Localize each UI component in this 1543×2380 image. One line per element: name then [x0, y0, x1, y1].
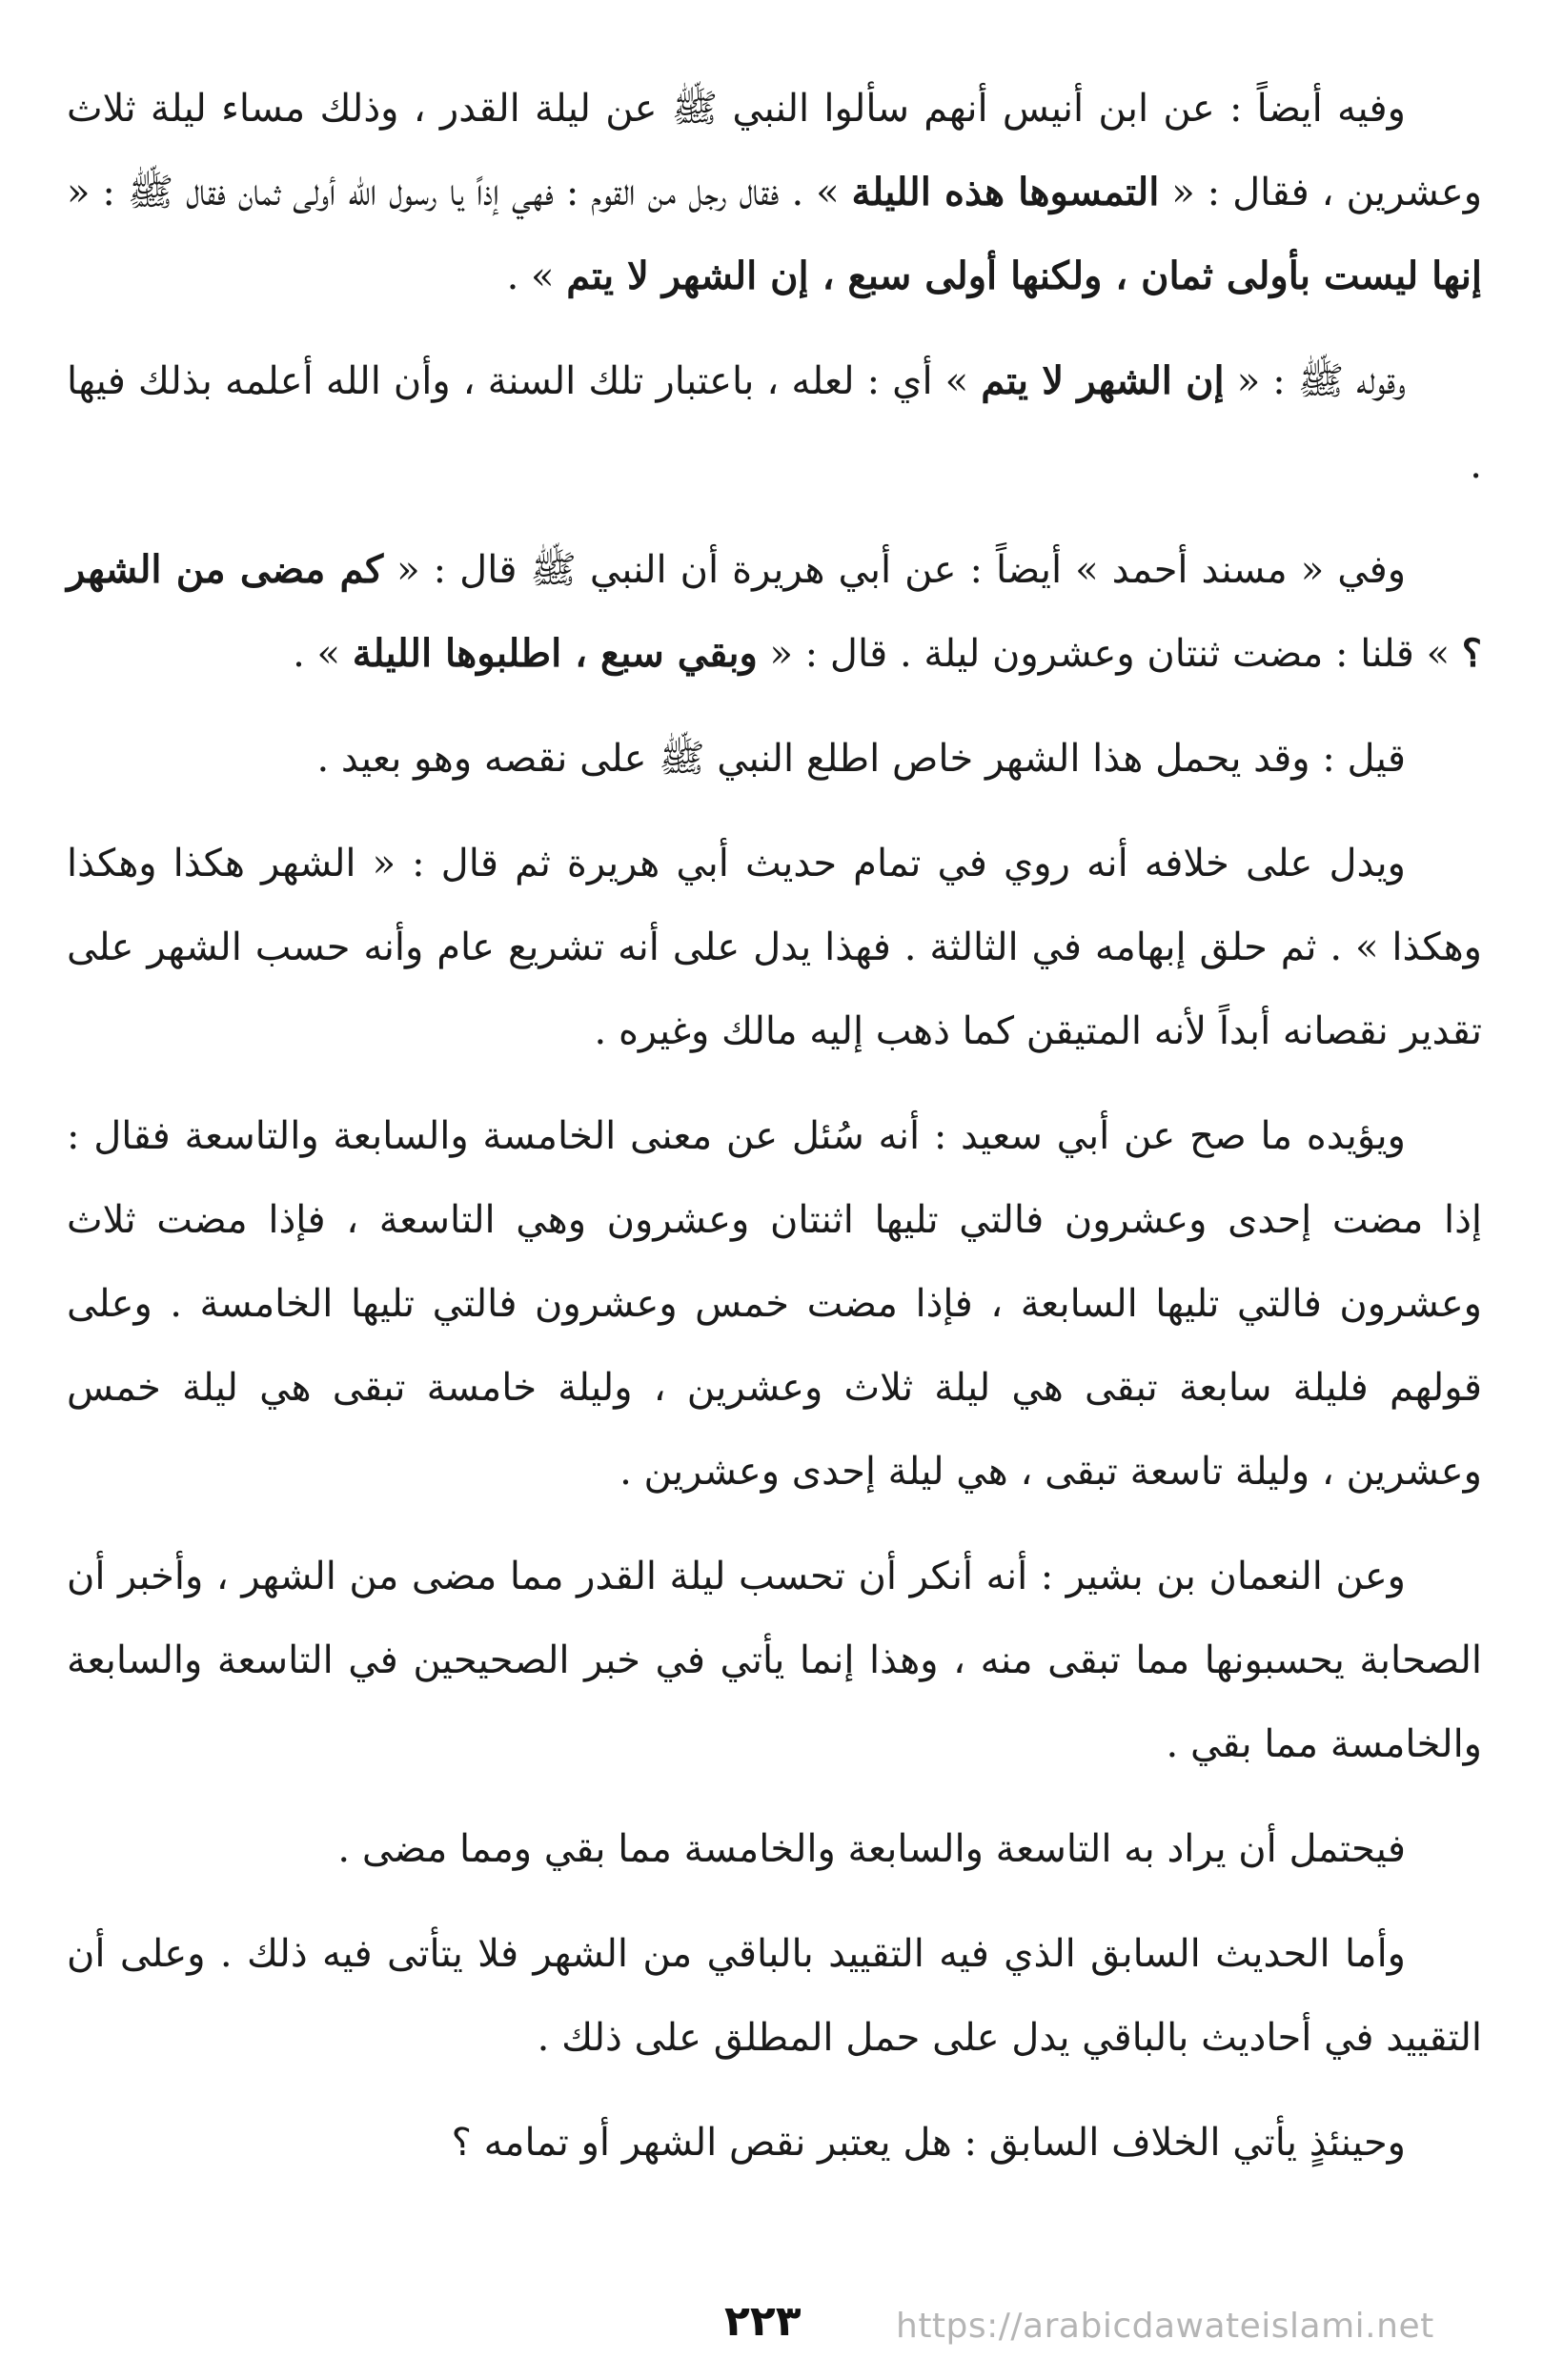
paragraph-6-text: ويؤيده ما صح عن أبي سعيد : أنه سُئل عن معنى الخامسة والسابعة والتاسعة فقال : إذا مضت إحدى وعشرون فالتي تليها اثنتان وعشرون وهي التاسعة ، فإذا مضت ثلاث وعشرون فالتي تليها السابعة ، فإذا مضت خمس وعشرون فالتي تليها الخامسة . وعلى قولهم فليلة سابعة تبقى هي ليلة ثلاث وعشرين ، وليلة خامسة تبقى هي ليلة خمس وعشرين ، وليلة تاسعة تبقى ، هي ليلة إحدى وعشرين . — [67, 1114, 1482, 1494]
paragraph-3-part-1: وفي « مسند أحمد » أيضاً : عن أبي هريرة أن النبي ﷺ قال : « — [383, 548, 1407, 592]
paragraph-8-text: فيحتمل أن يراد به التاسعة والسابعة والخامسة مما بقي ومما مضى . — [337, 1827, 1406, 1871]
paragraph-1-part-5: » . — [506, 254, 567, 298]
page-body — [67, 67, 1482, 2206]
paragraph-1-part-3: » . فقال رجل من القوم : فهي إذاً يا رسول الله أولى ثمان فقال ﷺ : « — [67, 171, 852, 214]
paragraph-10 — [67, 2101, 1482, 2185]
paragraph-3-part-3: » قلنا : مضت ثنتان وعشرون ليلة . قال : « — [757, 632, 1462, 676]
paragraph-1 — [67, 67, 1482, 318]
paragraph-1-part-1: وفيه أيضاً : عن ابن أنيس أنهم سألوا النبي ﷺ عن ليلة القدر ، وذلك مساء ليلة ثلاث وعشرين ، فقال : « — [67, 87, 1483, 214]
paragraph-7-text: وعن النعمان بن بشير : أنه أنكر أن تحسب ليلة القدر مما مضى من الشهر ، وأخبر أن الصحابة يحسبونها مما تبقى منه ، وهذا إنما يأتي في خبر الصحيحين في التاسعة والسابعة والخامسة مما بقي . — [67, 1555, 1482, 1766]
paragraph-4-text: قيل : وقد يحمل هذا الشهر خاص اطلع النبي ﷺ على نقصه وهو بعيد . — [316, 737, 1406, 781]
hadith-quote-4: كم مضى من الشهر ؟ — [67, 547, 1482, 676]
paragraph-3 — [67, 528, 1482, 696]
paragraph-4 — [67, 717, 1482, 801]
paragraph-2-part-3: » أي : لعله ، باعتبار تلك السنة ، وأن الله أعلمه بذلك فيها . — [67, 359, 1482, 487]
paragraph-9 — [67, 1912, 1482, 2080]
paragraph-6 — [67, 1094, 1482, 1514]
paragraph-10-text: وحينئذٍ يأتي الخلاف السابق : هل يعتبر نقص الشهر أو تمامه ؟ — [451, 2121, 1406, 2165]
paragraph-5 — [67, 822, 1482, 1073]
hadith-quote-1: التمسوها هذه الليلة — [851, 170, 1160, 214]
page-number: ٢٢٣ — [724, 2297, 802, 2346]
hadith-quote-3: إن الشهر لا يتم — [981, 358, 1225, 403]
paragraph-5-text: ويدل على خلافه أنه روي في تمام حديث أبي هريرة ثم قال : « الشهر هكذا وهكذا وهكذا » . ثم حلق إبهامه في الثالثة . فهذا يدل على أنه تشريع عام وأنه حسب الشهر على تقدير نقصانه أبداً لأنه المتيقن كما ذهب إليه مالك وغيره . — [67, 842, 1482, 1053]
paragraph-9-text: وأما الحديث السابق الذي فيه التقييد بالباقي من الشهر فلا يتأتى فيه ذلك . وعلى أن التقييد في أحاديث بالباقي يدل على حمل المطلق على ذلك . — [67, 1932, 1482, 2060]
hadith-quote-2: إنها ليست بأولى ثمان ، ولكنها أولى سبع ، إن الشهر لا يتم — [566, 254, 1482, 298]
paragraph-2 — [67, 339, 1482, 507]
paragraph-7 — [67, 1535, 1482, 1786]
hadith-quote-5: وبقي سبع ، اطلبوها الليلة — [352, 631, 758, 676]
paragraph-2-part-1: وقوله ﷺ : « — [1224, 359, 1407, 403]
watermark-url: https://arabicdawateislami.net — [896, 2307, 1434, 2346]
paragraph-3-part-5: » . — [293, 632, 353, 676]
paragraph-8 — [67, 1807, 1482, 1891]
